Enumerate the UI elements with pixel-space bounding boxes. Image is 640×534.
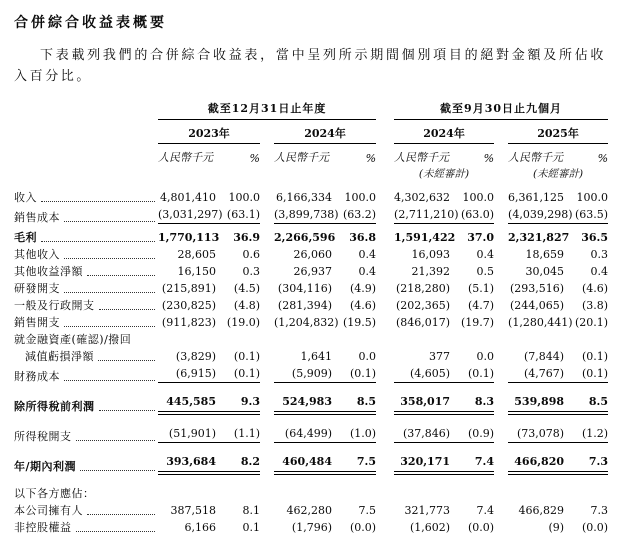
- cell-amount: [508, 473, 564, 500]
- table-row: [14, 500, 608, 517]
- cell-amount: 1,591,422: [394, 231, 456, 244]
- cell-percent: (4.6): [581, 282, 609, 295]
- cell-percent: 8.1: [242, 504, 260, 517]
- cell-percent: (1.1): [216, 413, 260, 443]
- row-label-cell: [14, 204, 158, 224]
- row-label: 一般及行政開支: [14, 299, 95, 312]
- cell-amount: (64,499): [274, 413, 332, 443]
- cell-amount: (9): [548, 521, 565, 534]
- row-label: 其他收入: [14, 248, 60, 261]
- unaudited-label: (未經審計): [418, 168, 470, 180]
- cell-amount: [394, 329, 450, 346]
- row-label-cell: [14, 443, 158, 474]
- column-gap: [376, 363, 394, 383]
- cell-amount: (244,065): [509, 299, 565, 312]
- cell-amount: (3,899,738): [274, 204, 332, 224]
- column-gap: [260, 224, 274, 245]
- cell-amount: 30,045: [525, 265, 565, 278]
- cell-amount: (911,823): [161, 316, 216, 329]
- year-header-2025-9m: 2025年: [508, 120, 608, 144]
- cell-amount: (202,365): [395, 299, 451, 312]
- column-gap: [494, 261, 508, 278]
- column-gap: [494, 312, 508, 329]
- dot-leader: [64, 292, 155, 293]
- cell-percent: (0.9): [450, 413, 494, 443]
- cell-amount: 466,829: [518, 504, 565, 517]
- cell-amount: 16,150: [177, 265, 216, 278]
- cell-amount: (281,394): [277, 299, 332, 312]
- dot-leader: [76, 531, 156, 532]
- cell-percent: 100.0: [576, 191, 609, 204]
- cell-amount: (6,915): [158, 363, 216, 383]
- cell-amount: (3,829): [175, 350, 216, 363]
- cell-amount: (51,901): [158, 413, 216, 443]
- column-gap: [376, 278, 394, 295]
- cell-percent: 0.3: [590, 248, 609, 261]
- column-gap: [494, 346, 508, 363]
- row-label-cell: [14, 363, 158, 383]
- dot-leader: [87, 514, 155, 515]
- cell-amount: 445,585: [158, 383, 216, 414]
- unit-label: 人民幣千元: [158, 151, 213, 164]
- cell-percent: [216, 473, 260, 500]
- cell-percent: (0.1): [233, 350, 260, 363]
- table-row: [14, 473, 608, 500]
- row-label: 銷售開支: [14, 316, 60, 329]
- table-row: [14, 329, 608, 346]
- cell-percent: (0.1): [216, 363, 260, 383]
- cell-amount: (4,605): [394, 363, 450, 383]
- cell-amount: (7,844): [523, 350, 565, 363]
- cell-amount: 393,684: [158, 443, 216, 474]
- column-gap: [376, 346, 394, 363]
- cell-percent: [450, 329, 494, 346]
- row-label: 減值虧損淨額: [25, 350, 94, 363]
- column-gap: [260, 346, 274, 363]
- column-gap: [260, 383, 274, 414]
- column-gap: [494, 204, 508, 224]
- cell-amount: (1,280,441): [508, 316, 573, 329]
- row-label-cell: [14, 500, 158, 517]
- cell-percent: 0.4: [358, 248, 377, 261]
- dot-leader: [80, 470, 155, 471]
- cell-amount: 6,166,334: [276, 191, 332, 204]
- column-gap: [376, 329, 394, 346]
- table-row: [14, 443, 608, 474]
- dot-leader: [64, 380, 155, 381]
- cell-amount: (3,031,297): [158, 204, 216, 224]
- table-row: [14, 346, 608, 363]
- cell-percent: (4.5): [233, 282, 260, 295]
- cell-amount: [274, 329, 332, 346]
- unaudited-row: [14, 165, 608, 181]
- cell-percent: [564, 329, 608, 346]
- cell-percent: 0.4: [476, 248, 495, 261]
- cell-amount: 377: [429, 350, 451, 363]
- column-gap: [376, 295, 394, 312]
- spacer-cell: [14, 120, 158, 144]
- cell-percent: 7.4: [450, 443, 494, 474]
- column-gap: [494, 120, 508, 144]
- spacer-cell: [274, 165, 376, 181]
- column-gap: [494, 165, 508, 181]
- row-label-cell: [14, 517, 158, 534]
- cell-percent: (0.1): [332, 363, 376, 383]
- cell-amount: 539,898: [508, 383, 564, 414]
- cell-percent: (20.1): [574, 316, 609, 329]
- row-label: 所得稅開支: [14, 429, 72, 443]
- table-row: [14, 383, 608, 414]
- cell-percent: 8.5: [332, 383, 376, 414]
- table-row: [14, 224, 608, 245]
- cell-percent: 0.1: [242, 521, 260, 534]
- row-label: 財務成本: [14, 369, 60, 383]
- table-row: [14, 278, 608, 295]
- column-gap: [260, 165, 274, 181]
- column-gap: [376, 443, 394, 474]
- cell-amount: (304,116): [277, 282, 332, 295]
- cell-percent: (19.7): [460, 316, 495, 329]
- cell-amount: [158, 329, 216, 346]
- row-label: 年/期內利潤: [14, 460, 77, 473]
- cell-percent: (63.5): [564, 204, 608, 224]
- table-row: [14, 204, 608, 224]
- dot-leader: [98, 360, 155, 361]
- cell-percent: [564, 473, 608, 500]
- cell-percent: (5.1): [467, 282, 495, 295]
- row-label-cell: [14, 278, 158, 295]
- cell-percent: 36.8: [349, 231, 377, 244]
- row-label: 研發開支: [14, 282, 60, 295]
- unit-label: 人民幣千元: [394, 151, 450, 164]
- cell-percent: 7.3: [564, 443, 608, 474]
- cell-percent: 8.2: [216, 443, 260, 474]
- unaudited-label: (未經審計): [532, 168, 584, 180]
- cell-percent: 7.5: [358, 504, 377, 517]
- column-gap: [260, 329, 274, 346]
- column-gap: [494, 329, 508, 346]
- cell-amount: 466,820: [508, 443, 564, 474]
- column-gap: [260, 278, 274, 295]
- year-header-2024: 2024年: [274, 120, 376, 144]
- cell-amount: 26,937: [293, 265, 332, 278]
- column-gap: [260, 443, 274, 474]
- year-header-2023: 2023年: [158, 120, 260, 144]
- table-row: [14, 181, 608, 204]
- unit-label: 人民幣千元: [274, 151, 329, 164]
- dot-leader: [64, 258, 155, 259]
- group-header-fiscal-year: 截至12月31日止年度: [158, 100, 376, 120]
- column-gap: [260, 500, 274, 517]
- table-row: [14, 244, 608, 261]
- dot-leader: [76, 440, 156, 441]
- percent-label: %: [597, 152, 609, 165]
- column-gap: [494, 144, 508, 166]
- row-label: 收入: [14, 191, 37, 204]
- row-label-cell: [14, 295, 158, 312]
- column-gap: [260, 363, 274, 383]
- cell-amount: 387,518: [170, 504, 216, 517]
- column-gap: [260, 312, 274, 329]
- intro-paragraph: 下表載列我們的合併綜合收益表，當中呈列所示期間個別項目的絕對金額及所佔收入百分比。: [14, 48, 606, 84]
- cell-percent: (63.1): [216, 204, 260, 224]
- cell-amount: 2,266,596: [274, 231, 336, 244]
- column-gap: [494, 295, 508, 312]
- cell-amount: (1,796): [291, 521, 332, 534]
- row-label: 本公司擁有人: [14, 504, 83, 517]
- cell-amount: 524,983: [274, 383, 332, 414]
- column-gap: [376, 312, 394, 329]
- cell-percent: (19.0): [226, 316, 260, 329]
- cell-percent: (4.7): [467, 299, 495, 312]
- column-gap: [376, 244, 394, 261]
- row-label-cell: [14, 413, 158, 443]
- table-row: [14, 295, 608, 312]
- column-gap: [494, 413, 508, 443]
- income-table-body: [14, 181, 608, 534]
- cell-percent: 100.0: [462, 191, 495, 204]
- column-gap: [260, 261, 274, 278]
- cell-percent: (0.1): [581, 350, 609, 363]
- cell-percent: (19.5): [342, 316, 377, 329]
- cell-amount: 358,017: [394, 383, 450, 414]
- row-label: 除所得稅前利潤: [14, 400, 95, 413]
- cell-percent: 36.5: [581, 231, 609, 244]
- row-label-cell: [14, 346, 158, 363]
- cell-amount: 18,659: [525, 248, 565, 261]
- table-row: [14, 363, 608, 383]
- cell-amount: (2,711,210): [394, 204, 450, 224]
- column-gap: [376, 204, 394, 224]
- row-label: 其他收益淨額: [14, 265, 83, 278]
- row-label-cell: [14, 224, 158, 245]
- cell-percent: (1.2): [564, 413, 608, 443]
- income-statement-table: [14, 100, 608, 534]
- cell-percent: 0.4: [358, 265, 377, 278]
- cell-amount: (215,891): [161, 282, 216, 295]
- column-gap: [376, 165, 394, 181]
- dot-leader: [41, 201, 155, 202]
- cell-amount: [394, 473, 450, 500]
- column-gap: [494, 244, 508, 261]
- column-gap: [494, 181, 508, 204]
- table-row: [14, 261, 608, 278]
- cell-amount: (218,280): [395, 282, 451, 295]
- cell-percent: (0.0): [467, 521, 495, 534]
- year-header-row: [14, 120, 608, 144]
- group-header-row: [14, 100, 608, 120]
- dot-leader: [41, 241, 155, 242]
- cell-percent: 0.0: [358, 350, 377, 363]
- cell-percent: 0.5: [476, 265, 495, 278]
- cell-amount: (293,516): [509, 282, 565, 295]
- cell-percent: [332, 473, 376, 500]
- row-label: 毛利: [14, 231, 37, 244]
- cell-amount: (37,846): [394, 413, 450, 443]
- percent-label: %: [365, 152, 377, 165]
- column-gap: [260, 413, 274, 443]
- row-label-cell: [14, 244, 158, 261]
- column-gap: [494, 224, 508, 245]
- column-gap: [376, 517, 394, 534]
- cell-amount: 6,361,125: [508, 191, 565, 204]
- spacer-cell: [14, 144, 158, 166]
- dot-leader: [64, 221, 155, 222]
- cell-amount: [508, 329, 564, 346]
- cell-amount: 1,641: [300, 350, 332, 363]
- column-gap: [494, 383, 508, 414]
- spacer-cell: [14, 165, 158, 181]
- column-gap: [260, 181, 274, 204]
- column-gap: [376, 144, 394, 166]
- cell-percent: (0.0): [349, 521, 377, 534]
- column-gap: [260, 244, 274, 261]
- cell-percent: 0.0: [476, 350, 495, 363]
- column-gap: [494, 443, 508, 474]
- row-label-cell: [14, 383, 158, 414]
- column-gap: [376, 100, 394, 120]
- cell-amount: 462,280: [286, 504, 332, 517]
- cell-percent: (3.8): [581, 299, 609, 312]
- cell-amount: (73,078): [508, 413, 564, 443]
- unit-header-row: [14, 144, 608, 166]
- cell-amount: 6,166: [184, 521, 216, 534]
- cell-percent: 0.3: [242, 265, 260, 278]
- cell-percent: (0.1): [450, 363, 494, 383]
- cell-percent: 7.5: [332, 443, 376, 474]
- cell-amount: [274, 473, 332, 500]
- percent-label: %: [249, 152, 260, 165]
- column-gap: [376, 383, 394, 414]
- cell-percent: (63.2): [332, 204, 376, 224]
- year-header-2024-9m: 2024年: [394, 120, 494, 144]
- cell-percent: 9.3: [216, 383, 260, 414]
- cell-amount: (4,767): [508, 363, 564, 383]
- row-label-cell: [14, 329, 158, 346]
- cell-percent: 100.0: [228, 191, 260, 204]
- percent-label: %: [483, 152, 495, 165]
- spacer-cell: [158, 165, 260, 181]
- cell-percent: (4.8): [233, 299, 260, 312]
- cell-amount: (5,909): [274, 363, 332, 383]
- group-header-nine-months: 截至9月30日止九個月: [394, 100, 608, 120]
- cell-percent: (0.1): [564, 363, 608, 383]
- column-gap: [376, 413, 394, 443]
- dot-leader: [99, 309, 156, 310]
- cell-percent: 37.0: [467, 231, 495, 244]
- cell-amount: 4,801,410: [160, 191, 216, 204]
- dot-leader: [99, 410, 156, 411]
- cell-percent: [216, 329, 260, 346]
- row-label-cell: [14, 312, 158, 329]
- column-gap: [376, 261, 394, 278]
- row-label: 銷售成本: [14, 210, 60, 224]
- row-label: 非控股權益: [14, 521, 72, 534]
- table-row: [14, 312, 608, 329]
- cell-percent: 36.9: [233, 231, 260, 244]
- dot-leader: [87, 275, 155, 276]
- column-gap: [260, 144, 274, 166]
- column-gap: [494, 517, 508, 534]
- cell-percent: 0.4: [590, 265, 609, 278]
- cell-amount: 28,605: [177, 248, 216, 261]
- cell-amount: (230,825): [161, 299, 216, 312]
- cell-percent: 8.5: [564, 383, 608, 414]
- column-gap: [260, 517, 274, 534]
- column-gap: [376, 181, 394, 204]
- spacer-cell: [14, 100, 158, 120]
- cell-amount: (1,602): [409, 521, 451, 534]
- cell-percent: 100.0: [344, 191, 377, 204]
- cell-percent: (4.9): [349, 282, 377, 295]
- cell-amount: (1,204,832): [274, 316, 339, 329]
- row-label-cell: [14, 181, 158, 204]
- column-gap: [376, 500, 394, 517]
- column-gap: [494, 500, 508, 517]
- column-gap: [376, 473, 394, 500]
- column-gap: [260, 473, 274, 500]
- cell-amount: (846,017): [395, 316, 451, 329]
- cell-percent: (63.0): [450, 204, 494, 224]
- column-gap: [376, 120, 394, 144]
- row-label-cell: [14, 473, 158, 500]
- cell-amount: 321,773: [404, 504, 451, 517]
- cell-amount: 4,302,632: [394, 191, 451, 204]
- cell-percent: [450, 473, 494, 500]
- row-label-cell: [14, 261, 158, 278]
- cell-amount: (4,039,298): [508, 204, 564, 224]
- cell-percent: 8.3: [450, 383, 494, 414]
- dot-leader: [64, 326, 155, 327]
- column-gap: [376, 224, 394, 245]
- cell-percent: 7.4: [476, 504, 495, 517]
- column-gap: [260, 295, 274, 312]
- cell-amount: 2,321,827: [508, 231, 570, 244]
- row-label: 就金融資產(確認)/撥回: [14, 333, 132, 346]
- column-gap: [260, 204, 274, 224]
- cell-percent: [332, 329, 376, 346]
- cell-percent: (1.0): [332, 413, 376, 443]
- cell-amount: 460,484: [274, 443, 332, 474]
- cell-amount: 320,171: [394, 443, 450, 474]
- cell-amount: 16,093: [411, 248, 451, 261]
- table-row: [14, 413, 608, 443]
- table-row: [14, 517, 608, 534]
- cell-amount: 26,060: [293, 248, 332, 261]
- cell-percent: (0.0): [581, 521, 609, 534]
- column-gap: [494, 278, 508, 295]
- unit-label: 人民幣千元: [508, 151, 564, 164]
- cell-amount: [158, 473, 216, 500]
- column-gap: [494, 473, 508, 500]
- page-title: 合併綜合收益表概要: [14, 15, 167, 31]
- cell-amount: 21,392: [411, 265, 451, 278]
- cell-amount: 1,770,113: [158, 231, 220, 244]
- cell-percent: (4.6): [349, 299, 377, 312]
- cell-percent: 0.6: [242, 248, 260, 261]
- cell-percent: 7.3: [590, 504, 609, 517]
- column-gap: [260, 120, 274, 144]
- column-gap: [494, 363, 508, 383]
- row-label: 以下各方應佔：: [14, 487, 95, 500]
